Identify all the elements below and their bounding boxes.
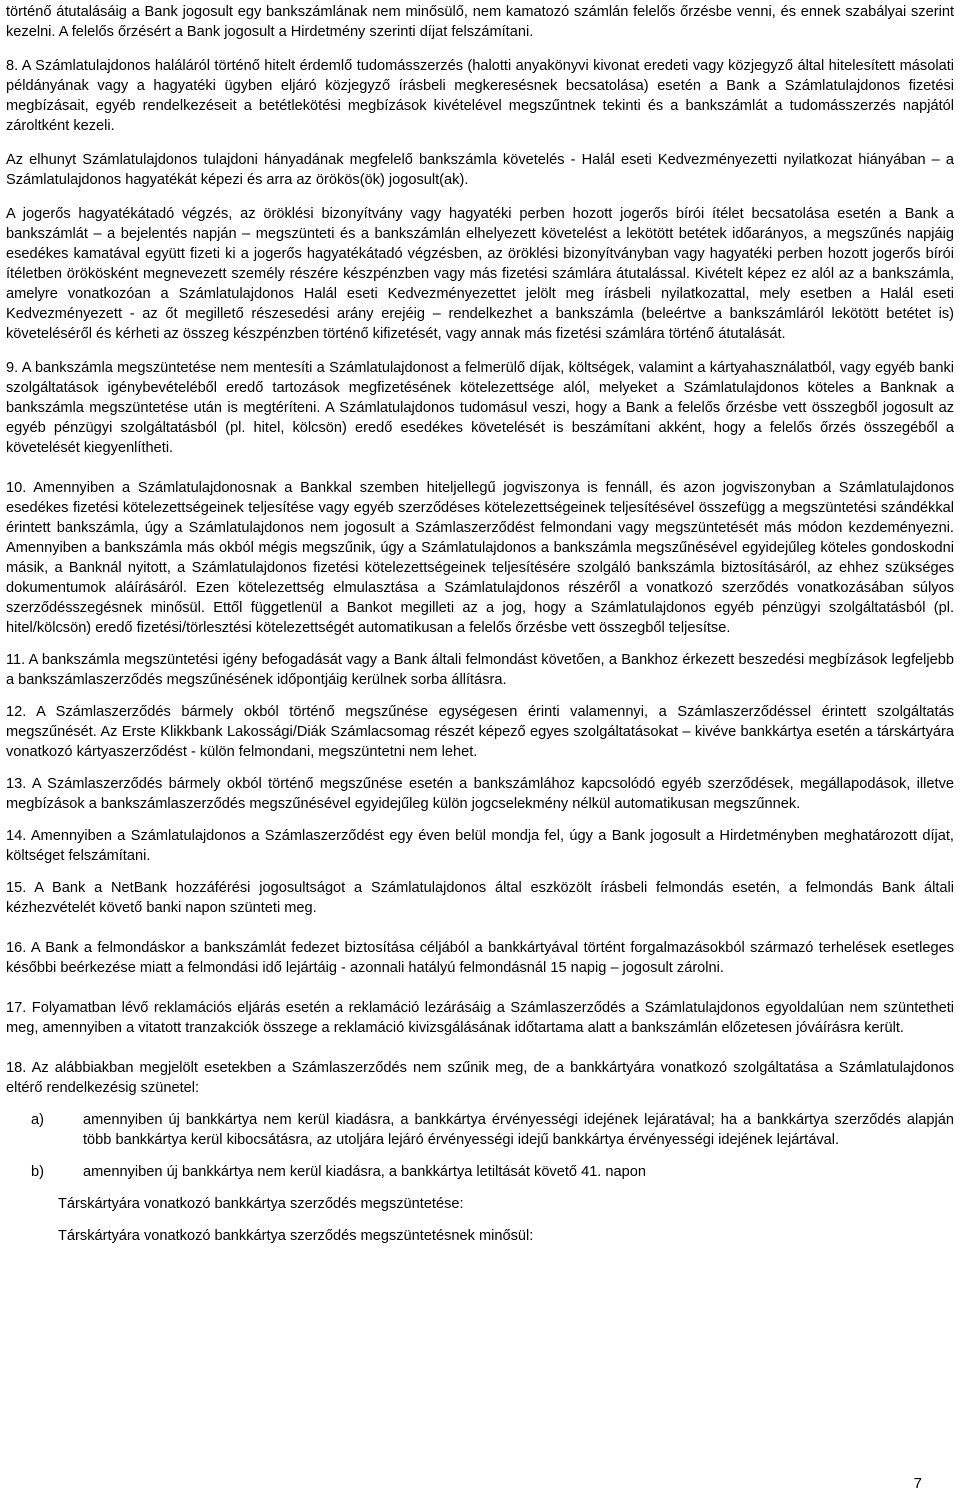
paragraph-13: 13. A Számlaszerződés bármely okból történő megszűnése esetén a bankszámlához kapcsolódó egyéb szerződések, megállapodások, illetve megbízások a bankszámlaszerződés megszűnésével egyidejűleg külön jogcselekmény nélkül automatikusan megszűnnek. xyxy=(6,776,954,812)
paragraph-continuation: történő átutalásáig a Bank jogosult egy bankszámlának nem minősülő, nem kamatozó számlán felelős őrzésbe venni, és ennek szabályai szerint kezelni. A felelős őrzésért a Bank jogosult a Hirdetmény szerinti díjat felszámítani. xyxy=(6,4,954,40)
subheading-qualifies: Társkártyára vonatkozó bankkártya szerződés megszüntetésnek minősül: xyxy=(58,1228,534,1244)
list-item-text: amennyiben új bankkártya nem kerül kiadásra, a bankkártya érvényességi idejének lejáratával; ha a bankkártya szerződés alapján több bankkártya kerül kibocsátásra, az utoljára lejáró érvényességi idejű bankkártya érvényességi idejének lejártával. xyxy=(83,1112,954,1148)
list-item xyxy=(6,1110,954,1150)
paragraph-17: 17. Folyamatban lévő reklamációs eljárás esetén a reklamáció lezárásáig a Számlaszerződés a Számlatulajdonos egyoldalúan nem szüntetheti meg, amennyiben a vitatott tranzakciók összege a reklamáció kivizsgálásának időtartama alatt a bankszámlán előzetesen jóváírásra került. xyxy=(6,1000,954,1036)
page-number: 7 xyxy=(913,1475,922,1492)
document-page xyxy=(6,2,954,1246)
paragraph-9: 9. A bankszámla megszüntetése nem mentesíti a Számlatulajdonost a felmerülő díjak, költségek, valamint a kártyahasználatból, vagy egyéb banki szolgáltatások igénybevételéből eredő tartozások megfizetésének kötelezettsége alól, melyeket a Számlatulajdonos köteles a Banknak a bankszámla megszüntetése után is megtéríteni. A Számlatulajdonos tudomásul veszi, hogy a Bank a felelős őrzésbe vett összegből jogosult az egyéb pénzügyi szolgáltatásból (pl. hitel, kölcsön) eredő esedékes követelését is beszámítani akként, hogy a felelős őrzés összegéből a követelését kiegyenlítheti. xyxy=(6,360,954,456)
paragraph-10: 10. Amennyiben a Számlatulajdonosnak a Bankkal szemben hiteljellegű jogviszonya is fennáll, és azon jogviszonyban a Számlatulajdonos esedékes fizetési kötelezettségeinek teljesítése vagy egyéb szerződéses kötelezettségeinek teljesítésével összefügg a megszüntetési szándékkal érintett bankszámla, úgy a Számlatulajdonos nem jogosult a Számlaszerződést felmondani vagy megszüntetését más módon kezdeményezni. Amennyiben a bankszámla más okból mégis megszűnik, úgy a Számlatulajdonos a bankszámla megszűnésével egyidejűleg köteles gondoskodni másik, a Banknál nyitott, a Számlatulajdonos fizetési kötelezettségeinek teljesítésére szolgáló bankszámla biztosításáról, az ehhez szükséges dokumentumok aláírásáról. Ezen kötelezettség elmulasztása a Számlatulajdonos részéről a vonatkozó szerződés vonatkozásában súlyos szerződésszegésnek minősül. Ettől függetlenül a Bankot megilleti az a jog, hogy a Számlatulajdonos egyéb pénzügyi szolgáltatásból (pl. hitel/kölcsön) eredő fizetési/törlesztési kötelezettségét automatikusan a felelős őrzésbe vett összegből teljesítse. xyxy=(6,480,954,636)
paragraph-14: 14. Amennyiben a Számlatulajdonos a Számlaszerződést egy éven belül mondja fel, úgy a Bank jogosult a Hirdetményben meghatározott díjat, költséget felszámítani. xyxy=(6,828,954,864)
paragraph-16: 16. A Bank a felmondáskor a bankszámlát fedezet biztosítása céljából a bankkártyával történt forgalmazásokból származó terhelések esetleges későbbi beérkezése miatt a felmondási idő lejártáig - azonnali hatályú felmondásnál 15 napig – jogosult zárolni. xyxy=(6,940,954,976)
paragraph-heirs: Az elhunyt Számlatulajdonos tulajdoni hányadának megfelelő bankszámla követelés - Halál eseti Kedvezményezetti nyilatkozat hiányában – a Számlatulajdonos hagyatékát képezi és arra az örökös(ök) jogosult(ak). xyxy=(6,152,954,188)
paragraph-8: 8. A Számlatulajdonos haláláról történő hitelt érdemlő tudomásszerzés (halotti anyakönyvi kivonat eredeti vagy közjegyző által hitelesített másolati példányának vagy a hagyatéki ügyben eljáró közjegyző írásbeli megkeresésnek becsatolása) esetén a Bank a Számlatulajdonos fizetési megbízásait, egyéb rendelkezéseit a betétlekötési megbízások kivételével megszűntnek tekinti és a bankszámlát a tudomásszerzés napjától zároltként kezeli. xyxy=(6,58,954,134)
subheading-termination: Társkártyára vonatkozó bankkártya szerződés megszüntetése: xyxy=(58,1196,464,1212)
paragraph-12: 12. A Számlaszerződés bármely okból történő megszűnése egységesen érinti valamennyi, a Számlaszerződéssel érintett szolgáltatás megszűnését. Az Erste Klikkbank Lakossági/Diák Számlacsomag részét képező egyes szolgáltatásokat – kivéve bankkártya esetén a társkártyára vonatkozó kártyaszerződést - külön felmondani, megszüntetni nem lehet. xyxy=(6,704,954,760)
list-item-label: b) xyxy=(31,1164,44,1180)
paragraph-probate: A jogerős hagyatékátadó végzés, az öröklési bizonyítvány vagy hagyatéki perben hozott jogerős bírói ítélet becsatolása esetén a Bank a bankszámlát – a bejelentés napján – megszünteti és a bankszámlán elhelyezett követelést a lekötött betétek időarányos, a megszűnés napjáig esedékes kamatával együtt fizeti ki a jogerős hagyatékátadó végzésben, az öröklési bizonyítványban vagy hagyatéki perben hozott jogerős bírói ítéletben örökösként megnevezett személy részére készpénzben vagy más fizetési számlára átutalással. Kivételt képez ez alól az a bankszámla, amelyre vonatkozóan a Számlatulajdonos Halál eseti Kedvezményezettet jelölt meg írásbeli nyilatkozattal, mely esetben a Halál eseti Kedvezményezett - az őt megillető részesedési arány erejéig – rendelkezhet a bankszámla (beleértve a bankszámláról lekötött betétet is) követeléséről és kérheti az összeg készpénzben történő kifizetését, vagy annak más fizetési számlára történő átutalását. xyxy=(6,206,954,342)
list-item-label: a) xyxy=(31,1112,44,1128)
paragraph-11: 11. A bankszámla megszüntetési igény befogadását vagy a Bank általi felmondást követően, a Bankhoz érkezett beszedési megbízások legfeljebb a bankszámlaszerződés megszűnésének időpontjáig kerülnek sorba állításra. xyxy=(6,652,954,688)
paragraph-15: 15. A Bank a NetBank hozzáférési jogosultságot a Számlatulajdonos által eszközölt írásbeli felmondás esetén, a felmondás Bank általi kézhezvételét követő banki napon szünteti meg. xyxy=(6,880,954,916)
list-item-text: amennyiben új bankkártya nem kerül kiadásra, a bankkártya letiltását követő 41. napon xyxy=(83,1164,646,1180)
list-item xyxy=(6,1162,954,1182)
paragraph-18: 18. Az alábbiakban megjelölt esetekben a Számlaszerződés nem szűnik meg, de a bankkártyára vonatkozó szolgáltatása a Számlatulajdonos eltérő rendelkezésig szünetel: xyxy=(6,1060,954,1096)
